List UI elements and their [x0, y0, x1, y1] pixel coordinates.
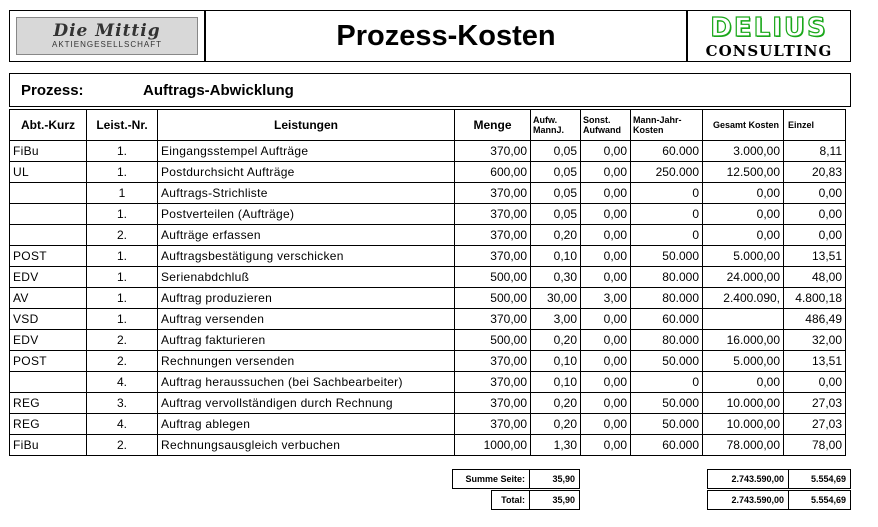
cell-menge: 370,00 — [455, 225, 531, 246]
cell-einzel: 32,00 — [784, 330, 846, 351]
cell-sonst: 0,00 — [581, 393, 631, 414]
table-row — [10, 204, 846, 225]
cell-aufw: 0,10 — [531, 372, 581, 393]
cell-menge: 500,00 — [455, 288, 531, 309]
cell-mannjahr: 250.000 — [631, 162, 703, 183]
cell-menge: 370,00 — [455, 372, 531, 393]
cell-mannjahr: 50.000 — [631, 246, 703, 267]
cell-gesamt: 2.400.090, — [703, 288, 784, 309]
col-header-abt: Abt.-Kurz — [10, 110, 87, 141]
cell-gesamt: 5.000,00 — [703, 351, 784, 372]
cell-abt: REG — [10, 414, 87, 435]
cell-sonst: 0,00 — [581, 372, 631, 393]
cell-einzel: 486,49 — [784, 309, 846, 330]
cell-aufw: 0,05 — [531, 162, 581, 183]
cell-abt: POST — [10, 246, 87, 267]
cell-abt: REG — [10, 393, 87, 414]
cell-leistung: Eingangsstempel Aufträge — [158, 141, 455, 162]
cell-aufw: 3,00 — [531, 309, 581, 330]
cell-leist-nr: 2. — [87, 351, 158, 372]
process-box — [9, 73, 851, 107]
cell-sonst: 3,00 — [581, 288, 631, 309]
cell-leist-nr: 2. — [87, 435, 158, 456]
cell-leist-nr: 1. — [87, 288, 158, 309]
cell-leistung: Postverteilen (Aufträge) — [158, 204, 455, 225]
cell-sonst: 0,00 — [581, 267, 631, 288]
cell-leist-nr: 1. — [87, 162, 158, 183]
cell-sonst: 0,00 — [581, 162, 631, 183]
cell-sonst: 0,00 — [581, 246, 631, 267]
cell-gesamt: 0,00 — [703, 204, 784, 225]
cell-leistung: Rechnungsausgleich verbuchen — [158, 435, 455, 456]
table-row — [10, 351, 846, 372]
table-row — [10, 267, 846, 288]
cell-menge: 370,00 — [455, 141, 531, 162]
cell-abt — [10, 183, 87, 204]
cell-abt — [10, 204, 87, 225]
cell-aufw: 0,05 — [531, 183, 581, 204]
table-row — [10, 183, 846, 204]
cell-mannjahr: 0 — [631, 225, 703, 246]
cell-gesamt: 78.000,00 — [703, 435, 784, 456]
cell-einzel: 27,03 — [784, 414, 846, 435]
cell-mannjahr: 0 — [631, 372, 703, 393]
col-header-einzel: Einzel — [784, 110, 846, 141]
cell-mannjahr: 0 — [631, 183, 703, 204]
cell-abt — [10, 225, 87, 246]
cell-einzel: 0,00 — [784, 204, 846, 225]
table-row — [10, 288, 846, 309]
col-header-leistungen: Leistungen — [158, 110, 455, 141]
cell-leist-nr: 4. — [87, 372, 158, 393]
cell-sonst: 0,00 — [581, 225, 631, 246]
cell-leistung: Rechnungen versenden — [158, 351, 455, 372]
cell-aufw: 0,20 — [531, 225, 581, 246]
logo-left-name: Die Mittig — [53, 21, 161, 41]
cell-leistung: Aufträge erfassen — [158, 225, 455, 246]
cell-gesamt: 10.000,00 — [703, 414, 784, 435]
title-box — [205, 10, 687, 62]
page-sum-label: Summe Seite: — [452, 469, 530, 489]
table-row — [10, 246, 846, 267]
cell-leistung: Serienabdchluß — [158, 267, 455, 288]
cell-abt: UL — [10, 162, 87, 183]
cell-aufw: 0,20 — [531, 414, 581, 435]
cell-sonst: 0,00 — [581, 141, 631, 162]
cell-leist-nr: 2. — [87, 330, 158, 351]
cell-sonst: 0,00 — [581, 435, 631, 456]
cell-leist-nr: 1. — [87, 141, 158, 162]
cell-abt: VSD — [10, 309, 87, 330]
cell-menge: 500,00 — [455, 330, 531, 351]
cell-leistung: Auftrag fakturieren — [158, 330, 455, 351]
total-mannj: 35,90 — [529, 490, 580, 510]
process-label: Prozess: — [21, 82, 84, 99]
table-row — [10, 435, 846, 456]
cell-einzel: 4.800,18 — [784, 288, 846, 309]
cell-mannjahr: 80.000 — [631, 330, 703, 351]
cell-leistung: Auftrag produzieren — [158, 288, 455, 309]
cell-abt: POST — [10, 351, 87, 372]
cell-einzel: 13,51 — [784, 246, 846, 267]
cell-einzel: 8,11 — [784, 141, 846, 162]
table-header-row — [10, 110, 846, 141]
company-logo-left — [9, 10, 205, 62]
cell-menge: 370,00 — [455, 309, 531, 330]
col-header-mannjahr: Mann-Jahr-Kosten — [631, 110, 703, 141]
cell-mannjahr: 60.000 — [631, 435, 703, 456]
page-sum-gesamt: 2.743.590,00 — [707, 469, 789, 489]
table-row — [10, 393, 846, 414]
cell-menge: 370,00 — [455, 204, 531, 225]
cell-leist-nr: 3. — [87, 393, 158, 414]
table-row — [10, 372, 846, 393]
cell-leist-nr: 1. — [87, 267, 158, 288]
col-header-aufw: Aufw. MannJ. — [531, 110, 581, 141]
cell-menge: 370,00 — [455, 246, 531, 267]
cell-leist-nr: 1. — [87, 246, 158, 267]
logo-right-subtitle: CONSULTING — [705, 42, 833, 60]
cell-gesamt: 5.000,00 — [703, 246, 784, 267]
cell-leist-nr: 4. — [87, 414, 158, 435]
cell-mannjahr: 50.000 — [631, 393, 703, 414]
cell-sonst: 0,00 — [581, 351, 631, 372]
total-einzel: 5.554,69 — [788, 490, 851, 510]
cell-abt: FiBu — [10, 435, 87, 456]
process-value: Auftrags-Abwicklung — [143, 82, 294, 99]
cell-menge: 1000,00 — [455, 435, 531, 456]
cell-leistung: Auftrag heraussuchen (bei Sachbearbeiter) — [158, 372, 455, 393]
cell-leist-nr: 1. — [87, 204, 158, 225]
col-header-sonst: Sonst. Aufwand — [581, 110, 631, 141]
cell-aufw: 30,00 — [531, 288, 581, 309]
cell-gesamt: 10.000,00 — [703, 393, 784, 414]
cell-abt: EDV — [10, 330, 87, 351]
table-row — [10, 141, 846, 162]
cell-mannjahr: 60.000 — [631, 141, 703, 162]
cell-einzel: 13,51 — [784, 351, 846, 372]
cell-aufw: 1,30 — [531, 435, 581, 456]
cell-sonst: 0,00 — [581, 309, 631, 330]
cell-gesamt: 0,00 — [703, 372, 784, 393]
cell-sonst: 0,00 — [581, 204, 631, 225]
company-logo-right — [687, 10, 851, 62]
cell-mannjahr: 60.000 — [631, 309, 703, 330]
table-row — [10, 309, 846, 330]
logo-right-name: DELIUS — [710, 13, 828, 43]
cell-menge: 370,00 — [455, 393, 531, 414]
cell-abt: AV — [10, 288, 87, 309]
cell-einzel: 0,00 — [784, 183, 846, 204]
cell-sonst: 0,00 — [581, 414, 631, 435]
col-header-gesamt: Gesamt Kosten — [703, 110, 784, 141]
col-header-menge: Menge — [455, 110, 531, 141]
cell-gesamt: 12.500,00 — [703, 162, 784, 183]
cell-menge: 370,00 — [455, 351, 531, 372]
cell-leist-nr: 1. — [87, 309, 158, 330]
table-row — [10, 162, 846, 183]
cell-sonst: 0,00 — [581, 183, 631, 204]
table-row — [10, 414, 846, 435]
cell-leistung: Auftragsbestätigung verschicken — [158, 246, 455, 267]
cell-aufw: 0,30 — [531, 267, 581, 288]
cell-aufw: 0,10 — [531, 246, 581, 267]
table-row — [10, 330, 846, 351]
page-sum-einzel: 5.554,69 — [788, 469, 851, 489]
cell-gesamt: 0,00 — [703, 225, 784, 246]
cost-table — [9, 109, 846, 456]
cell-abt: FiBu — [10, 141, 87, 162]
cell-mannjahr: 80.000 — [631, 267, 703, 288]
cell-gesamt: 0,00 — [703, 183, 784, 204]
cell-gesamt — [703, 309, 784, 330]
cell-menge: 370,00 — [455, 183, 531, 204]
cell-leistung: Auftrags-Strichliste — [158, 183, 455, 204]
cell-aufw: 0,20 — [531, 393, 581, 414]
logo-left-subtitle: AKTIENGESELLSCHAFT — [51, 40, 163, 49]
cell-mannjahr: 50.000 — [631, 414, 703, 435]
total-gesamt: 2.743.590,00 — [707, 490, 789, 510]
cell-sonst: 0,00 — [581, 330, 631, 351]
cell-mannjahr: 80.000 — [631, 288, 703, 309]
cell-abt — [10, 372, 87, 393]
cell-aufw: 0,05 — [531, 141, 581, 162]
cell-abt: EDV — [10, 267, 87, 288]
cell-aufw: 0,05 — [531, 204, 581, 225]
cell-mannjahr: 50.000 — [631, 351, 703, 372]
cell-leistung: Postdurchsicht Aufträge — [158, 162, 455, 183]
cell-gesamt: 24.000,00 — [703, 267, 784, 288]
cell-einzel: 48,00 — [784, 267, 846, 288]
cell-einzel: 0,00 — [784, 372, 846, 393]
cell-gesamt: 3.000,00 — [703, 141, 784, 162]
cell-leistung: Auftrag versenden — [158, 309, 455, 330]
cell-einzel: 78,00 — [784, 435, 846, 456]
cell-gesamt: 16.000,00 — [703, 330, 784, 351]
cell-menge: 500,00 — [455, 267, 531, 288]
cell-menge: 600,00 — [455, 162, 531, 183]
cell-aufw: 0,20 — [531, 330, 581, 351]
page-title: Prozess-Kosten — [336, 19, 556, 52]
page-sum-mannj: 35,90 — [529, 469, 580, 489]
cell-einzel: 0,00 — [784, 225, 846, 246]
cell-aufw: 0,10 — [531, 351, 581, 372]
cell-einzel: 27,03 — [784, 393, 846, 414]
cell-menge: 370,00 — [455, 414, 531, 435]
table-row — [10, 225, 846, 246]
cell-leistung: Auftrag vervollständigen durch Rechnung — [158, 393, 455, 414]
total-label: Total: — [491, 490, 530, 510]
col-header-leist-nr: Leist.-Nr. — [87, 110, 158, 141]
cell-mannjahr: 0 — [631, 204, 703, 225]
cell-einzel: 20,83 — [784, 162, 846, 183]
cell-leist-nr: 1 — [87, 183, 158, 204]
cell-leistung: Auftrag ablegen — [158, 414, 455, 435]
cell-leist-nr: 2. — [87, 225, 158, 246]
